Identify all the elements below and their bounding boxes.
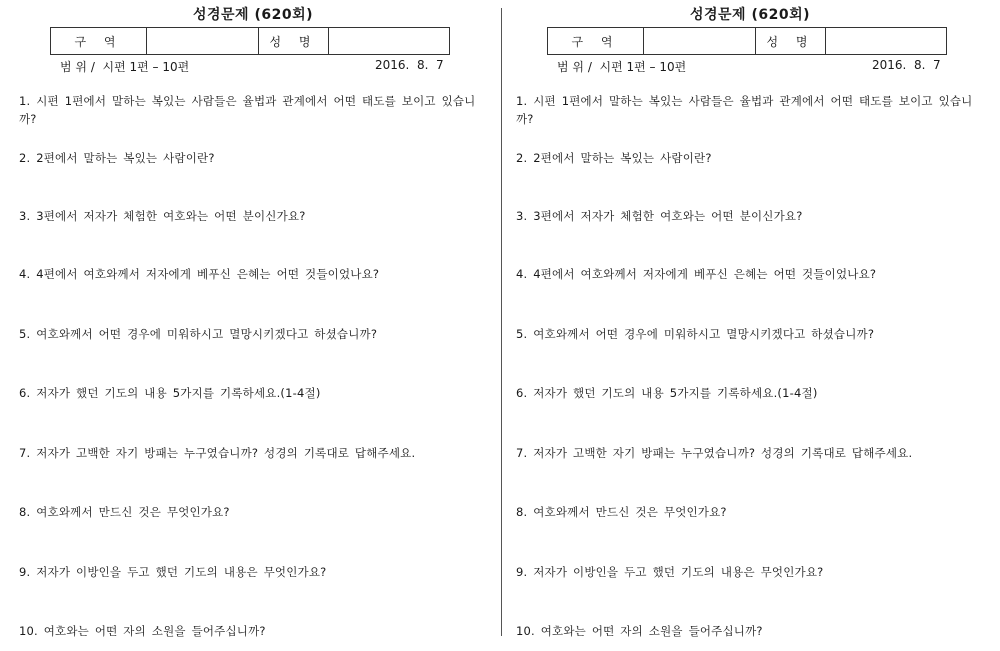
question-2: 2. 2편에서 말하는 복있는 사람이란? — [19, 151, 215, 165]
question-9: 9. 저자가 이방인을 두고 했던 기도의 내용은 무엇인가요? — [516, 565, 824, 579]
quiz-sheet-right — [503, 0, 997, 651]
name-field[interactable] — [329, 28, 450, 55]
question-10: 10. 여호와는 어떤 자의 소원을 들어주십니까? — [516, 624, 763, 638]
date-text: 2016. 8. 7 — [375, 58, 444, 72]
question-8: 8. 여호와께서 만드신 것은 무엇인가요? — [19, 505, 230, 519]
date-text: 2016. 8. 7 — [872, 58, 941, 72]
district-label: 구 역 — [51, 28, 147, 55]
question-1: 1. 시편 1편에서 말하는 복있는 사람들은 율법과 관계에서 어떤 태도를 보이고 있습니까? — [19, 94, 476, 126]
sheet-title: 성경문제 (620회) — [689, 7, 810, 23]
meta-line — [6, 58, 500, 74]
question-1: 1. 시편 1편에서 말하는 복있는 사람들은 율법과 관계에서 어떤 태도를 보이고 있습니까? — [516, 94, 973, 126]
question-4: 4. 4편에서 여호와께서 저자에게 베푸신 은혜는 어떤 것들이었나요? — [19, 267, 380, 281]
question-10: 10. 여호와는 어떤 자의 소원을 들어주십니까? — [19, 624, 266, 638]
question-2: 2. 2편에서 말하는 복있는 사람이란? — [516, 151, 712, 165]
question-5: 5. 여호와께서 어떤 경우에 미워하시고 멸망시키겠다고 하셨습니까? — [516, 327, 875, 341]
name-field[interactable] — [826, 28, 947, 55]
question-9: 9. 저자가 이방인을 두고 했던 기도의 내용은 무엇인가요? — [19, 565, 327, 579]
question-6: 6. 저자가 했던 기도의 내용 5가지를 기록하세요.(1-4절) — [516, 386, 818, 400]
question-3: 3. 3편에서 저자가 체험한 여호와는 어떤 분이신가요? — [19, 209, 306, 223]
question-7: 7. 저자가 고백한 자기 방패는 누구였습니까? 성경의 기록대로 답해주세요. — [19, 446, 416, 460]
quiz-sheet-left — [6, 0, 500, 651]
question-3: 3. 3편에서 저자가 체험한 여호와는 어떤 분이신가요? — [516, 209, 803, 223]
district-label: 구 역 — [548, 28, 644, 55]
name-label: 성 명 — [756, 28, 826, 55]
page-divider — [501, 8, 502, 636]
question-7: 7. 저자가 고백한 자기 방패는 누구였습니까? 성경의 기록대로 답해주세요. — [516, 446, 913, 460]
question-5: 5. 여호와께서 어떤 경우에 미워하시고 멸망시키겠다고 하셨습니까? — [19, 327, 378, 341]
question-4: 4. 4편에서 여호와께서 저자에게 베푸신 은혜는 어떤 것들이었나요? — [516, 267, 877, 281]
district-field[interactable] — [147, 28, 259, 55]
scope-text: 범 위 / 시편 1편 – 10편 — [60, 60, 190, 74]
info-table — [50, 27, 450, 55]
meta-line — [503, 58, 997, 74]
scope-text: 범 위 / 시편 1편 – 10편 — [557, 60, 687, 74]
info-table — [547, 27, 947, 55]
question-8: 8. 여호와께서 만드신 것은 무엇인가요? — [516, 505, 727, 519]
name-label: 성 명 — [259, 28, 329, 55]
district-field[interactable] — [644, 28, 756, 55]
question-6: 6. 저자가 했던 기도의 내용 5가지를 기록하세요.(1-4절) — [19, 386, 321, 400]
sheet-title: 성경문제 (620회) — [192, 7, 313, 23]
